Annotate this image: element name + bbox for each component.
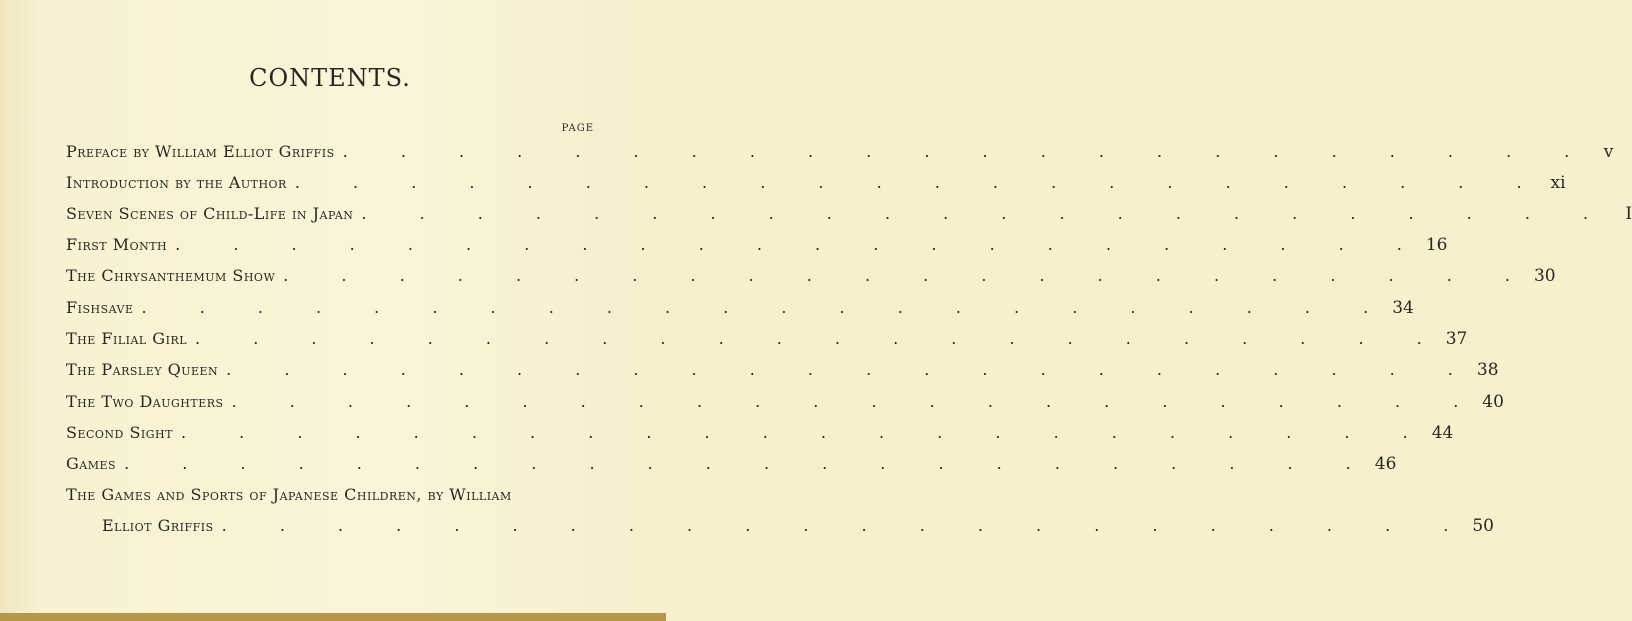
toc-entry-page: 16 (1425, 235, 1448, 255)
toc-entry-line-2 (102, 516, 1494, 540)
toc-entry-page: 30 (1533, 266, 1556, 286)
dot-leader: . . . . . . . . . . . . . . . . . . . . . . (342, 142, 1594, 161)
toc-entry-title: Introduction by the Author (66, 173, 287, 192)
toc-entry (66, 142, 1614, 166)
toc-entry-page: v (1603, 142, 1614, 162)
page-column-label: PAGE (561, 123, 594, 134)
toc-entry-title: The Chrysanthemum Show (66, 266, 276, 285)
toc-entry-title: The Two Daughters (66, 392, 224, 411)
page-title: CONTENTS. (249, 64, 411, 92)
toc-entry-title: Seven Scenes of Child-Life in Japan (66, 204, 354, 223)
toc-entry (66, 360, 1499, 384)
toc-entry-title: Elliot Griffis (102, 516, 214, 535)
toc-entry (66, 204, 1632, 228)
toc-entry-line-1 (66, 485, 596, 509)
dot-leader: . . . . . . . . . . . . . . . . . . . . . . (231, 392, 1483, 411)
toc-entry (66, 298, 1414, 322)
toc-entry-title: The Games and Sports of Japanese Children, by William (66, 485, 512, 504)
toc-entry-title: Second Sight (66, 423, 173, 442)
dot-leader: . . . . . . . . . . . . . . . . . . . . . . (175, 235, 1426, 254)
toc-entry-page: xi (1550, 173, 1566, 193)
toc-entry-page: 50 (1472, 516, 1494, 536)
toc-entry-title: The Parsley Queen (66, 360, 219, 379)
dot-leader: . . . . . . . . . . . . . . . . . . . . . . (195, 329, 1446, 348)
page-edge (0, 613, 666, 621)
dot-leader: . . . . . . . . . . . . . . . . . . . . . . (361, 204, 1613, 223)
toc-entry-title: The Filial Girl (66, 329, 188, 348)
toc-entry (66, 329, 1468, 353)
toc-entry-title: Games (66, 454, 117, 473)
dot-leader: . . . . . . . . . . . . . . . . . . . . . . (124, 454, 1375, 473)
toc-entry-page: 46 (1374, 454, 1397, 474)
toc-entry-page: I (1625, 204, 1632, 224)
toc-entry-page: 34 (1392, 298, 1414, 318)
toc-entry-page: 40 (1482, 392, 1504, 412)
toc-entry (66, 235, 1448, 259)
dot-leader: . . . . . . . . . . . . . . . . . . . . . . (180, 423, 1432, 442)
dot-leader: . . . . . . . . . . . . . . . . . . . . . . (283, 266, 1534, 285)
toc-entry (66, 423, 1454, 447)
toc-entry-title: Fishsave (66, 298, 134, 317)
toc-entry-title: Preface by William Elliot Griffis (66, 142, 335, 161)
toc-entry-title: First Month (66, 235, 168, 254)
toc-entry-page: 38 (1476, 360, 1499, 380)
dot-leader: . . . . . . . . . . . . . . . . . . . . . . (226, 360, 1477, 379)
toc-entry (66, 266, 1556, 290)
toc-entry (66, 392, 1504, 416)
dot-leader: . . . . . . . . . . . . . . . . . . . . . . (141, 298, 1393, 317)
toc-entry-page: 44 (1431, 423, 1454, 443)
dot-leader: . . . . . . . . . . . . . . . . . . . . . . (294, 173, 1546, 192)
dot-leader: . . . . . . . . . . . . . . . . . . . . . . (221, 516, 1473, 535)
toc-entry (66, 454, 1397, 478)
toc-entry-page: 37 (1445, 329, 1468, 349)
toc-entry (66, 173, 1566, 197)
